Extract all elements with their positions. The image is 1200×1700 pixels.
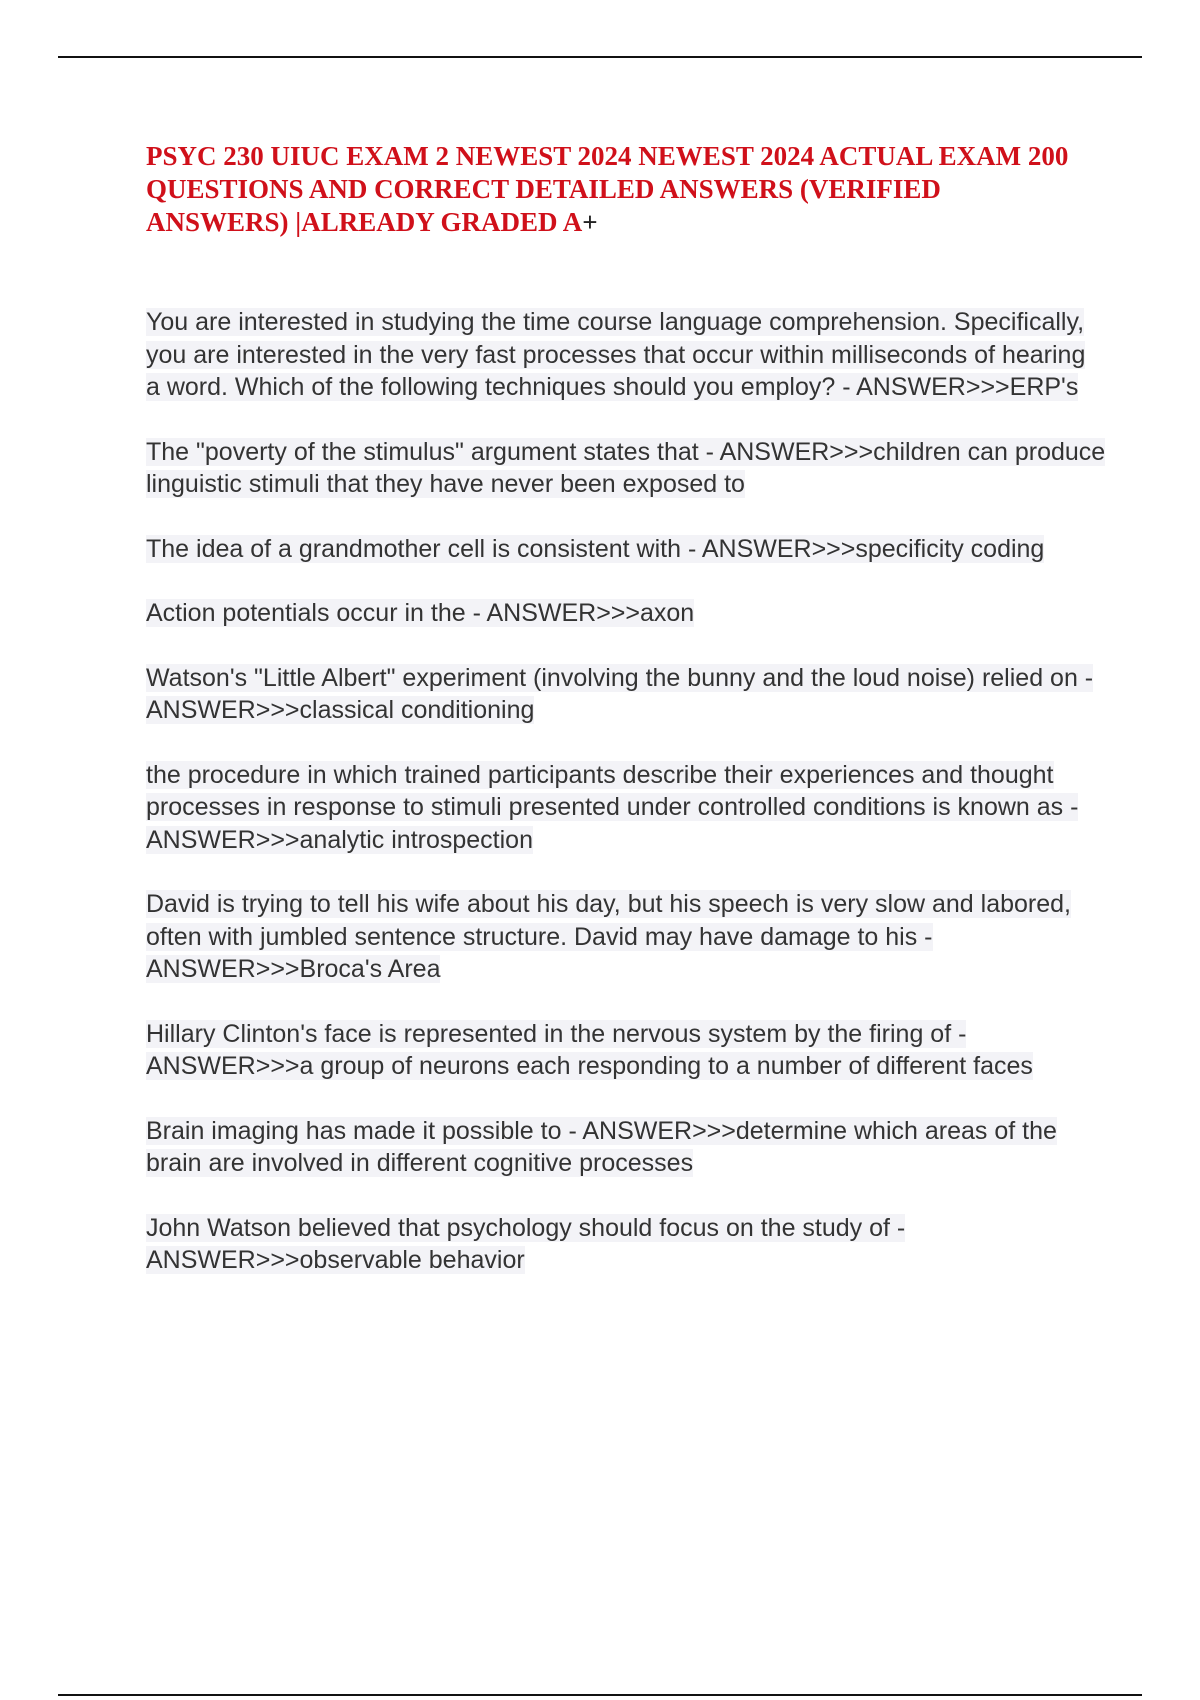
qa-text-2: The "poverty of the stimulus" argument states that - ANSWER>>>children can produce linguistic stimuli that they have never been exposed to bbox=[146, 437, 1106, 498]
qa-text-9: Brain imaging has made it possible to - ANSWER>>>determine which areas of the brain are involved in different cognitive processes bbox=[146, 1116, 1057, 1177]
qa-text-3: The idea of a grandmother cell is consistent with - ANSWER>>>specificity coding bbox=[146, 534, 1045, 563]
document-title bbox=[146, 140, 1086, 239]
qa-item-6 bbox=[146, 759, 1106, 857]
qa-text-1: You are interested in studying the time course language comprehension. Specifically, you are interested in the very fast processes that occur within milliseconds of hearing a word. Which of the following techniques should you employ? - ANSWER>>>ERP's bbox=[146, 308, 1086, 401]
qa-item-4 bbox=[146, 597, 1106, 630]
document-title-text: PSYC 230 UIUC EXAM 2 NEWEST 2024 NEWEST 2024 ACTUAL EXAM 200 QUESTIONS AND CORRECT DETAILED ANSWERS (VERIFIED ANSWERS) |ALREADY GRADED A bbox=[146, 141, 1069, 237]
qa-item-10 bbox=[146, 1212, 1106, 1277]
document-title-suffix: + bbox=[582, 207, 598, 237]
qa-item-2 bbox=[146, 436, 1106, 501]
qa-text-4: Action potentials occur in the - ANSWER>>>axon bbox=[146, 599, 695, 627]
qa-text-5: Watson's "Little Albert" experiment (involving the bunny and the loud noise) relied on - ANSWER>>>classical conditioning bbox=[146, 663, 1094, 724]
qa-item-8 bbox=[146, 1018, 1106, 1083]
qa-item-1 bbox=[146, 306, 1106, 404]
qa-text-7: David is trying to tell his wife about his day, but his speech is very slow and labored, often with jumbled sentence structure. David may have damage to his - ANSWER>>>Broca's Area bbox=[146, 890, 1071, 983]
qa-list bbox=[146, 306, 1106, 1309]
qa-item-9 bbox=[146, 1115, 1106, 1180]
qa-text-6: the procedure in which trained participants describe their experiences and thought processes in response to stimuli presented under controlled conditions is known as - ANSWER>>>analytic introspection bbox=[146, 760, 1079, 854]
qa-item-3 bbox=[146, 533, 1106, 566]
qa-text-10: John Watson believed that psychology should focus on the study of - ANSWER>>>observable behavior bbox=[146, 1213, 906, 1274]
qa-item-5 bbox=[146, 662, 1106, 727]
bottom-divider bbox=[58, 1694, 1142, 1696]
top-divider bbox=[58, 56, 1142, 58]
qa-item-7 bbox=[146, 888, 1106, 986]
qa-text-8: Hillary Clinton's face is represented in the nervous system by the firing of - ANSWER>>>a group of neurons each responding to a number of different faces bbox=[146, 1019, 1033, 1080]
